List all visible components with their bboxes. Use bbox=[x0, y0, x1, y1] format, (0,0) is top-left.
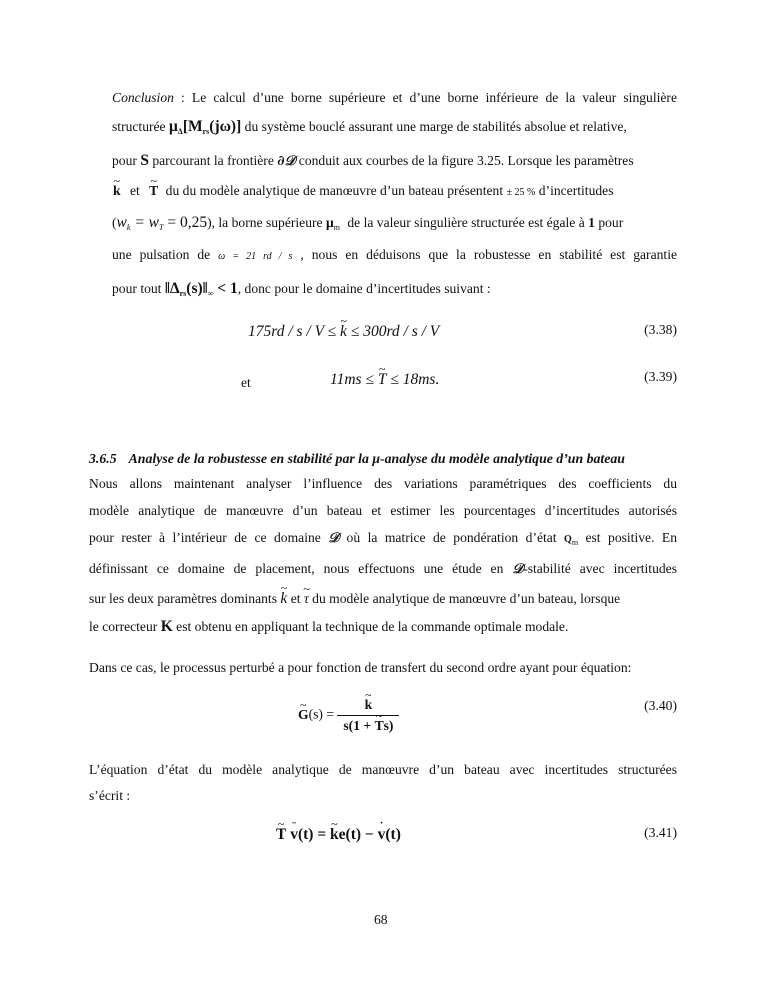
conclusion-label: Conclusion bbox=[112, 90, 174, 105]
equation-number-3-40: (3.40) bbox=[644, 698, 677, 713]
para2: Dans ce cas, le processus perturbé a pour fonction de transfert du second ordre ayant pour équation: bbox=[89, 660, 632, 675]
equation-number-3-41: (3.41) bbox=[644, 825, 677, 840]
para3-line-2: s’écrit : bbox=[89, 788, 131, 803]
equation-number-3-38: (3.38) bbox=[644, 322, 677, 337]
para1-line-1: Nous allons maintenant analyser l’influence des variations paramétriques des coefficients du bbox=[89, 476, 677, 491]
equation-number-3-39: (3.39) bbox=[644, 369, 677, 384]
conclusion-line-5: $(w_k = w_T = 0,25)$, la borne supérieure $\mu_m$ de la valeur singulière structurée est égale à 1 pour bbox=[112, 214, 624, 232]
conclusion-line-7: pour tout $‖\Delta_{rs}(s)‖_\infty < 1$, donc pour le domaine d’incertitudes suivant : bbox=[112, 280, 491, 298]
conclusion-line-4: ~ k et ~ T du du modèle analytique de manœuvre d’un bateau présentent ± 25 % d’incertitudes bbox=[113, 183, 678, 199]
para1-line-5: sur les deux paramètres dominants ~ k et ~ τ du modèle analytique de manœuvre d’un bateau, lorsque bbox=[89, 590, 677, 608]
para1-line-6: le correcteur K est obtenu en appliquant la technique de la commande optimale modale. bbox=[89, 618, 569, 635]
section-number: 3.6.5 bbox=[89, 451, 117, 466]
equation-3-38: 175rd / s / V ≤ ~ k ≤ 300rd / s / V bbox=[248, 323, 439, 341]
section-heading bbox=[89, 451, 625, 467]
section-title: Analyse de la robustesse en stabilité par la μ-analyse du modèle analytique d’un bateau bbox=[128, 451, 625, 466]
para3-line-1: L’équation d’état du modèle analytique de manœuvre d’un bateau avec incertitudes structurées bbox=[89, 762, 677, 777]
weight-equation: $w_k = w_T = 0,25$ bbox=[116, 214, 208, 232]
equation-3-39-et: et bbox=[241, 375, 251, 390]
equation-3-40: ~ G(s) = ~ $\frac{k}{s(1 + \sim Ts)}$ bbox=[298, 697, 399, 734]
equation-3-40-fraction: ~ $\frac{k}{s(1 + \sim Ts)}$ bbox=[337, 697, 399, 734]
partial-d-symbol: ∂𝒟 bbox=[277, 153, 296, 169]
conclusion-line-3: pour S parcourant la frontière ∂𝒟 conduit aux courbes de la figure 3.25. Lorsque les paramètres bbox=[112, 152, 634, 169]
conclusion-line-6: une pulsation de ω = 21 rd / s , nous en déduisons que la robustesse en stabilité est garantie bbox=[112, 247, 678, 262]
conclusion-line-2: structurée $\mu_\Delta[M_{rs}(j\omega)]$ du système bouclé assurant une marge de stabilités absolue et relative, bbox=[112, 118, 627, 136]
conclusion-line-1: Conclusion : Le calcul d’une borne supérieure et d’une borne inférieure de la valeur singulière bbox=[112, 90, 677, 105]
page-number: 68 bbox=[374, 912, 388, 927]
mu-delta-expression: $\mu_\Delta[M_{rs}(j\omega)]$ bbox=[169, 118, 242, 136]
para1-line-4: définissant ce domaine de placement, nous effectuons une étude en 𝒟-stabilité avec incertitudes bbox=[89, 561, 677, 577]
para1-line-3: pour rester à l’intérieur de ce domaine 𝒟 où la matrice de pondération d’état $Q_m$ est positive. En bbox=[89, 530, 677, 547]
para1-line-2: modèle analytique de manœuvre d’un bateau et estimer les pourcentages d’incertitudes autorisés bbox=[89, 503, 677, 518]
equation-3-41: ~ T ¨ v(t) = ~ ke(t) − ˙ v(t) bbox=[276, 826, 401, 844]
norm-expression: $‖\Delta_{rs}(s)‖_\infty < 1$ bbox=[164, 280, 238, 298]
equation-3-39: 11ms ≤ ~ T ≤ 18ms. bbox=[330, 371, 439, 389]
